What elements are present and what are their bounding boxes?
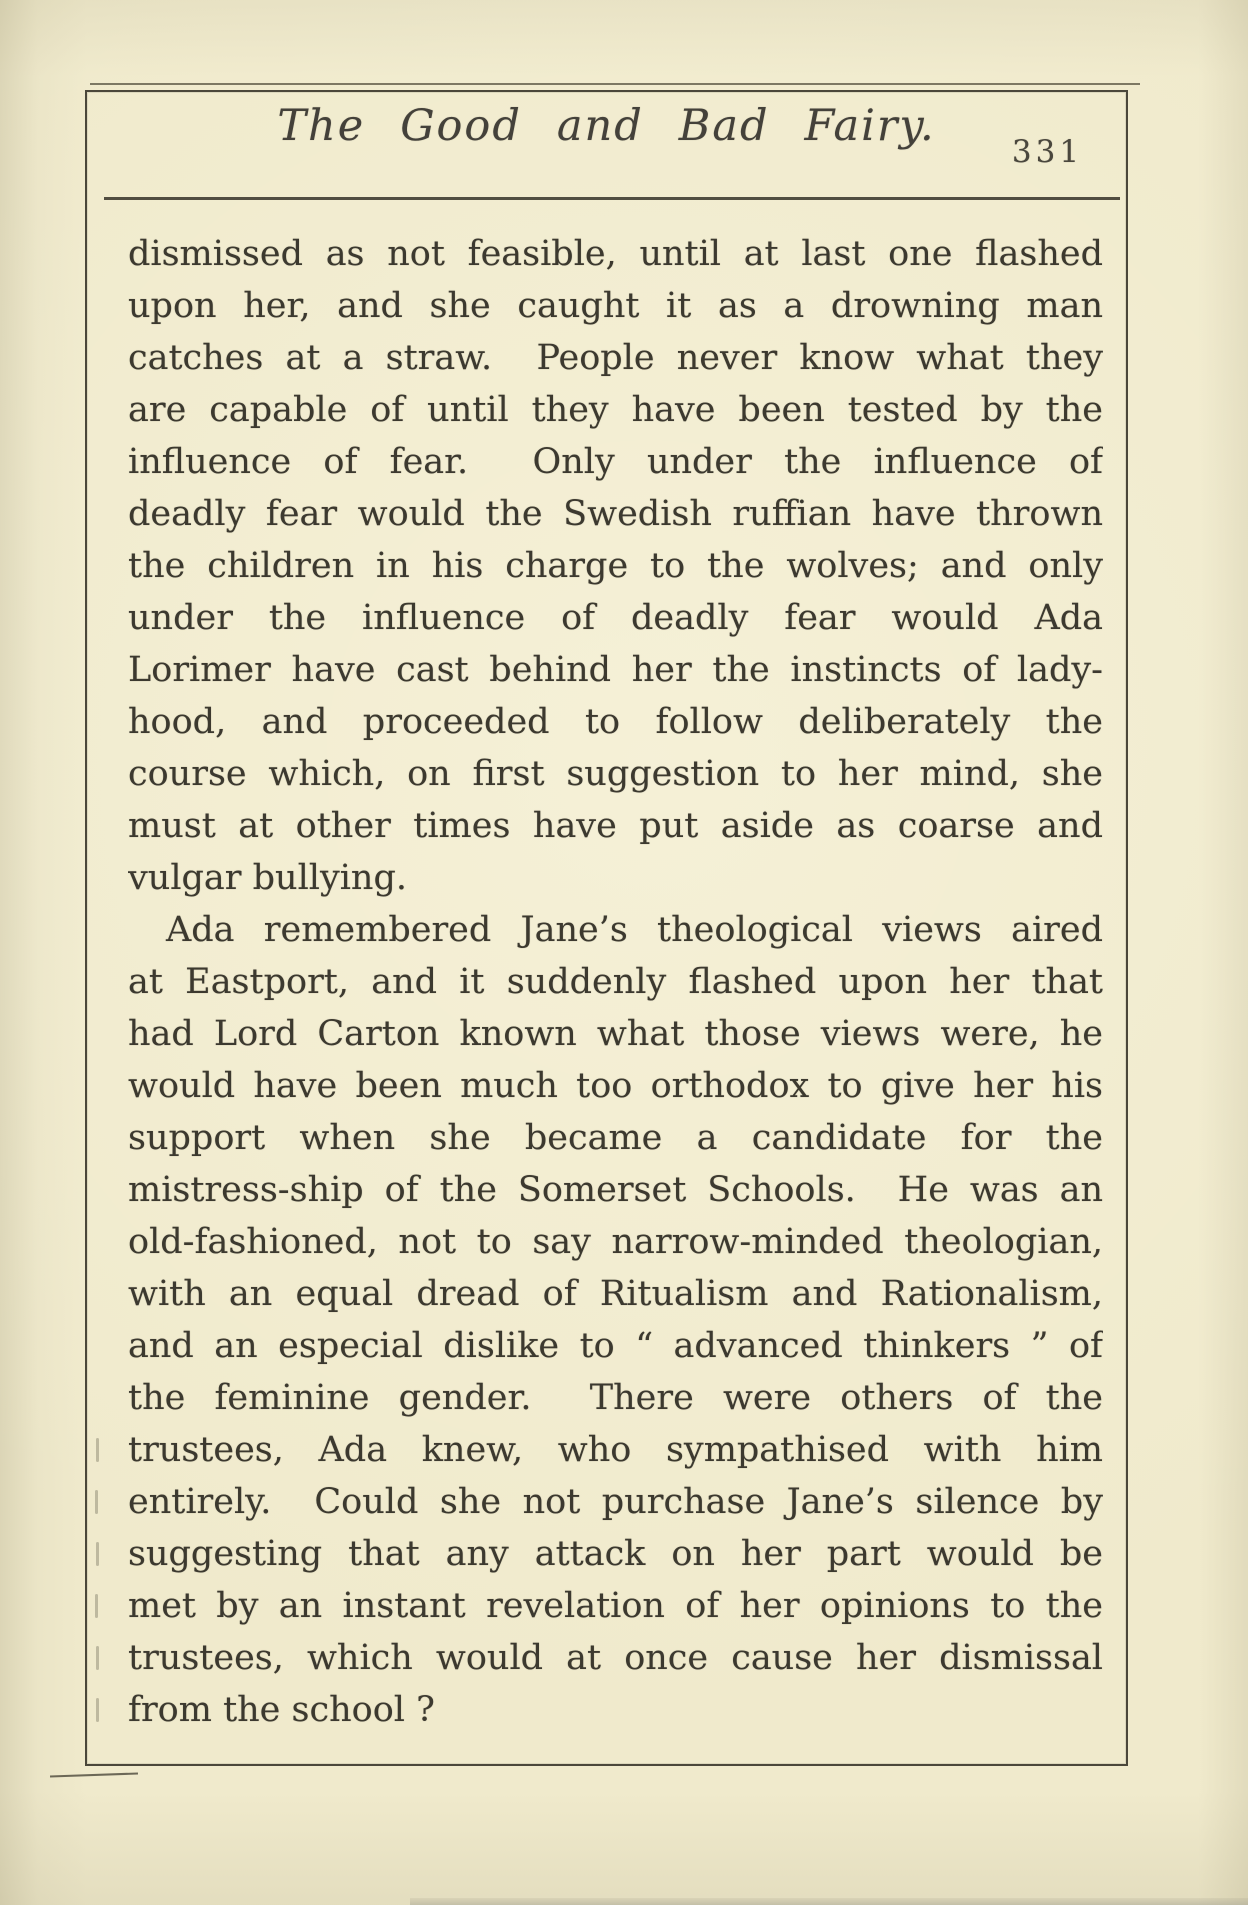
scan-artifact-dash <box>95 1490 98 1514</box>
text-line: dismissed as not feasible, until at last one flashed <box>128 234 1103 274</box>
text-line: Lorimer have cast behind her the instincts of lady- <box>128 650 1103 690</box>
scan-artifact-dash <box>95 1594 98 1618</box>
text-line: with an equal dread of Ritualism and Rationalism, <box>128 1274 1103 1314</box>
text-line: mistress-ship of the Somerset Schools. He was an <box>128 1170 1103 1210</box>
text-line: entirely. Could she not purchase Jane’s silence by <box>128 1482 1103 1522</box>
text-line: trustees, Ada knew, who sympathised with him <box>128 1430 1103 1470</box>
scan-artifact-dash <box>96 1438 99 1462</box>
text-line: deadly fear would the Swedish ruffian have thrown <box>128 494 1103 534</box>
text-line: at Eastport, and it suddenly flashed upon her that <box>128 962 1103 1002</box>
running-header-title: The Good and Bad Fairy. <box>277 101 936 151</box>
text-line: suggesting that any attack on her part would be <box>128 1534 1103 1574</box>
text-line: trustees, which would at once cause her dismissal <box>128 1638 1103 1678</box>
text-line: the children in his charge to the wolves; and only <box>128 546 1103 586</box>
text-line: would have been much too orthodox to give her his <box>128 1066 1103 1106</box>
text-line: old-fashioned, not to say narrow-minded theologian, <box>128 1222 1103 1262</box>
text-line: and an especial dislike to “ advanced thinkers ” of <box>128 1326 1103 1366</box>
text-line: the feminine gender. There were others of the <box>128 1378 1103 1418</box>
scan-artifact-dash <box>96 1698 99 1722</box>
page-bottom-edge-shadow <box>410 1898 1248 1905</box>
border-bottom-overshoot <box>50 1772 138 1777</box>
text-line: are capable of until they have been tested by the <box>128 390 1103 430</box>
text-line: had Lord Carton known what those views were, he <box>128 1014 1103 1054</box>
page-number: 331 <box>1011 134 1084 170</box>
text-line: course which, on first suggestion to her mind, she <box>128 754 1103 794</box>
header-rule <box>104 197 1120 200</box>
text-line: under the influence of deadly fear would Ada <box>128 598 1103 638</box>
scan-artifact-dash <box>96 1646 99 1670</box>
scan-artifact-dash <box>96 1542 99 1566</box>
text-line: Ada remembered Jane’s theological views aired <box>166 910 1103 950</box>
text-line: must at other times have put aside as coarse and <box>128 806 1103 846</box>
text-line: vulgar bullying. <box>128 858 408 898</box>
text-line: upon her, and she caught it as a drowning man <box>128 286 1103 326</box>
text-line: met by an instant revelation of her opinions to the <box>128 1586 1103 1626</box>
text-line: influence of fear. Only under the influence of <box>128 442 1103 482</box>
text-line: from the school ? <box>128 1690 435 1730</box>
text-line: hood, and proceeded to follow deliberately the <box>128 702 1103 742</box>
body-text <box>128 228 1103 1736</box>
text-line: support when she became a candidate for the <box>128 1118 1103 1158</box>
text-line: catches at a straw. People never know what they <box>128 338 1103 378</box>
border-top-hairline <box>90 83 1140 85</box>
